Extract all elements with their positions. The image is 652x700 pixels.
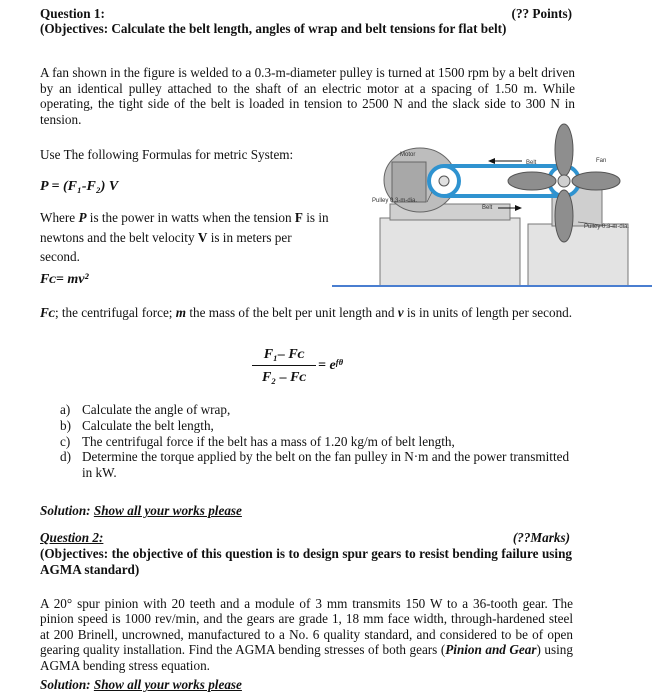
q2-body-emphasis: Pinion and Gear [445, 642, 537, 658]
question-1-tasks [60, 402, 580, 481]
q2-body-post: ) using AGMA bending stress equation. [40, 642, 573, 673]
belt-bottom-label: Belt [482, 205, 493, 211]
tension-ratio-equation [252, 346, 316, 386]
question-1-objectives: (Objectives: Calculate the belt length, angles of wrap and belt tensions for flat belt) [40, 21, 507, 36]
centrifugal-symbol-fc: Fᴄ [40, 305, 55, 320]
task-item [60, 434, 580, 450]
question-2-marks: (??Marks) [512, 530, 570, 545]
power-formula: P = (F₁-F₂) V [40, 179, 119, 194]
question-1-solution [40, 503, 242, 519]
power-symbol-v: V [197, 229, 208, 245]
motor-shaft [439, 176, 449, 186]
question-2-objectives: (Objectives: the objective of this question is to design spur gears to resist bending failure using AGMA standard) [40, 546, 572, 577]
motor-base-block [380, 218, 520, 286]
belt-bottom-arrowhead [515, 205, 522, 211]
task-item [60, 449, 580, 481]
centrifugal-desc-1: ; the centrifugal force; [54, 305, 176, 320]
power-where-mid1: is the power in watts when the tension [86, 210, 295, 225]
task-label: d) [60, 449, 71, 465]
power-symbol-p: P [78, 210, 87, 225]
motor-label: Motor [400, 152, 416, 158]
fan-base-block [528, 224, 628, 286]
question-2-title: Question 2: [40, 530, 104, 545]
fan-belt-figure [332, 120, 652, 290]
task-text: Calculate the belt length, [82, 417, 214, 433]
solution-link[interactable]: Show all your works please [93, 677, 242, 692]
equation-numerator: F₁– Fᴄ [252, 346, 316, 366]
belt-top-label: Belt [526, 160, 537, 166]
formulas-heading: Use The following Formulas for metric System: [40, 147, 294, 162]
task-text: Calculate the angle of wrap, [82, 402, 231, 417]
task-text: Determine the torque applied by the belt on the fan pulley in N·m and the power transmitted in kW. [82, 449, 570, 481]
centrifugal-desc-3: is in units of length per second. [403, 305, 573, 320]
equation-denominator: F₂ – Fᴄ [261, 370, 307, 385]
task-label: c) [60, 433, 71, 449]
belt-top-arrowhead [488, 158, 495, 164]
centrifugal-symbol-v: v [397, 305, 404, 320]
power-symbol-f: F [294, 210, 303, 225]
question-1-title: Question 1: [40, 6, 105, 21]
task-text: The centrifugal force if the belt has a mass of 1.20 kg/m of belt length, [82, 433, 455, 449]
fan-label: Fan [596, 158, 607, 164]
centrifugal-description [40, 305, 575, 321]
question-1-intro: A fan shown in the figure is welded to a 0.3-m-diameter pulley is turned at 1500 rpm by a belt driven by an identical pulley attached to the shaft of an electric motor at a spacing of 1.50 m. While operating, the tight side of the belt is loaded in tension to 2500 N and the slack side to 300 N in tension. [40, 65, 575, 127]
solution-label: Solution: [40, 503, 94, 518]
equation-rhs: = eᶠᶿ [318, 358, 343, 373]
fan-blade-right [572, 172, 620, 190]
pulley-left-label: Pulley 0.3-m-dia. [372, 198, 418, 204]
power-where-pre: Where [40, 210, 79, 225]
power-where-end: is in meters per second. [40, 229, 292, 264]
pulley-right-label: Pulley 0.3-m-dia. [584, 224, 630, 230]
solution-link[interactable]: Show all your works please [93, 503, 242, 518]
question-2-body [40, 596, 573, 673]
fan-blade-left [508, 172, 556, 190]
task-item [60, 418, 580, 434]
motor-housing [392, 162, 426, 202]
task-label: b) [60, 417, 71, 433]
task-item [60, 402, 580, 418]
power-description [40, 208, 332, 267]
fan-blade-top [555, 124, 573, 176]
centrifugal-formula: Fᴄ= mv² [40, 272, 89, 287]
question-1-points: (?? Points) [511, 6, 572, 21]
power-where-mid2: is in newtons and the belt velocity [40, 210, 329, 245]
centrifugal-desc-2: the mass of the belt per unit length and [186, 305, 398, 320]
fan-hub [558, 175, 570, 187]
task-label: a) [60, 402, 71, 417]
question-2-solution [40, 677, 242, 693]
q2-body-pre: A 20° spur pinion with 20 teeth and a module of 3 mm transmits 150 W to a 36-tooth gear. The pinion speed is 1000 rev/min, and the gears are grade 1, 18 mm face width, through-hardened steel at 200 Brinell, uncrowned, manufactured to a No. 6 quality standard, and considered to be of open gearing quality installation. Find the AGMA bending stresses of both gears ( [40, 596, 573, 658]
centrifugal-symbol-m: m [175, 305, 187, 320]
solution-label: Solution: [40, 677, 94, 692]
fan-blade-bottom [555, 190, 573, 242]
